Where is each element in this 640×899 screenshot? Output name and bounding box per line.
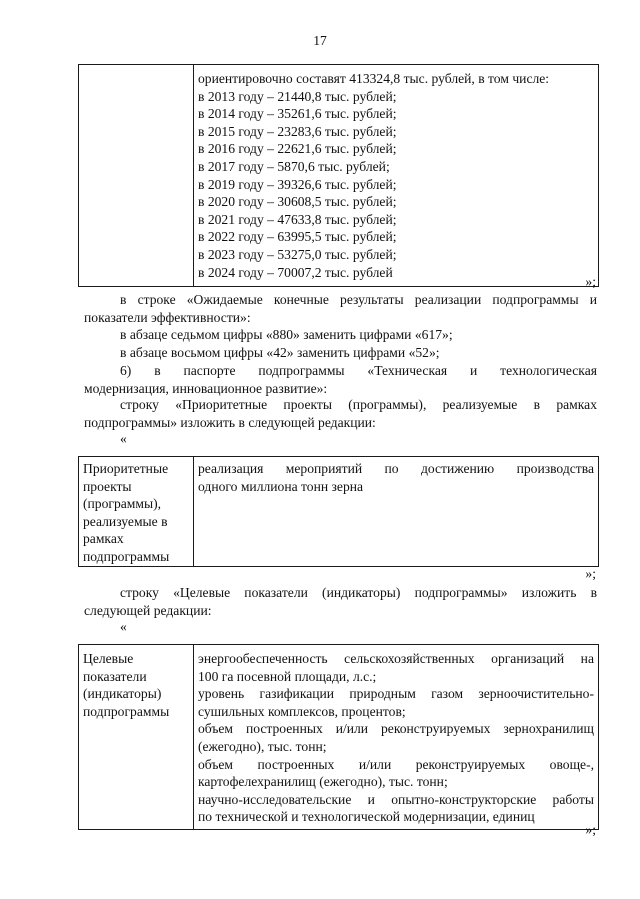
financing-year-line: в 2022 году – 63995,5 тыс. рублей; [198,229,397,245]
target-indicators-value-cell: энергообеспеченность сельскохозяйственных организаций на 100 га посевной площади, л.с.; уровень газификации природным газом зерноочистительно- сушильных комплексов, процентов; объем построенных и/или реконструируемых зернохранилищ (ежегодно), тыс. тонн; объем построенных и/или реконструируемых овоще-, картофелехранилищ (ежегодно), тыс. тонн; научно-исследовательские и опытно-конструкторские работы по технической и технологической модернизации, единиц [194,645,599,830]
paragraph-eighth: в абзаце восьмом цифры «42» заменить цифрами «52»; [120,345,440,360]
financing-year-line: в 2014 году – 35261,6 тыс. рублей; [198,106,397,122]
paragraph-seventh: в абзаце седьмом цифры «880» заменить цифрами «617»; [120,327,453,342]
target-indicators-label-cell: Целевые показатели (индикаторы) подпрограммы [79,645,194,830]
financing-year-line: в 2016 году – 22621,6 тыс. рублей; [198,141,397,157]
table-row [79,645,599,830]
financing-year-line: в 2024 году – 70007,2 тыс. рублей [198,264,393,280]
financing-year-line: в 2020 году – 30608,5 тыс. рублей; [198,194,397,210]
priority-projects-value-cell: реализация мероприятий по достижению производства одного миллиона тонн зерна [194,457,599,567]
financing-year-line: в 2019 году – 39326,6 тыс. рублей; [198,176,397,192]
table-row [79,457,599,567]
financing-year-line: в 2023 году – 53275,0 тыс. рублей; [198,246,397,262]
paragraph-passport: 6) в паспорте подпрограммы «Техническая и технологическая модернизация, инновационное развитие»: [84,363,597,396]
opening-quote: « [120,619,127,634]
paragraph-target-indicators: строку «Целевые показатели (индикаторы) подпрограммы» изложить в следующей редакции: [84,585,597,618]
financing-year-line: в 2017 году – 5870,6 тыс. рублей; [198,158,390,174]
financing-table [78,64,599,287]
financing-year-line: в 2021 году – 47633,8 тыс. рублей; [198,211,397,227]
financing-total-line: ориентировочно составят 413324,8 тыс. рублей, в том числе: [198,71,550,86]
page-number: 17 [313,33,327,48]
financing-year-line: в 2015 году – 23283,6 тыс. рублей; [198,123,397,139]
opening-quote: « [120,431,127,446]
closing-quote: »; [585,566,596,581]
empty-label-cell [79,65,194,287]
priority-projects-table [78,456,599,567]
priority-projects-label-cell: Приоритетные проекты (программы), реализуемые в рамках подпрограммы [79,457,194,567]
target-indicators-table [78,644,599,830]
financing-year-line: в 2013 году – 21440,8 тыс. рублей; [198,88,397,104]
financing-cell [194,65,599,287]
paragraph-priority-projects: строку «Приоритетные проекты (программы), реализуемые в рамках подпрограммы» изложить в следующей редакции: [84,397,597,430]
closing-quote: »; [585,822,596,837]
paragraph-expected-results: в строке «Ожидаемые конечные результаты реализации подпрограммы и показатели эффективности»: [84,292,597,325]
closing-quote: »; [585,274,596,289]
table-row [79,65,599,287]
